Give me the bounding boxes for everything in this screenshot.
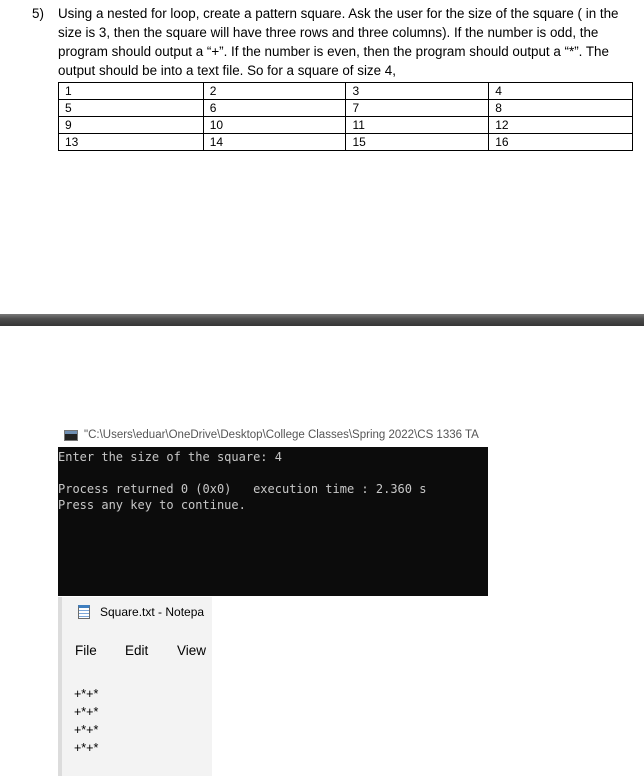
menu-view[interactable]: View (177, 643, 207, 658)
section-divider (0, 314, 644, 326)
number-grid-table (58, 82, 633, 151)
notepad-title: Square.txt - Notepa (100, 605, 205, 619)
table-cell: 9 (59, 117, 204, 134)
table-cell: 2 (203, 83, 346, 100)
table-row (59, 100, 633, 117)
table-cell: 16 (489, 134, 633, 151)
text-line: +*+* (74, 723, 99, 737)
table-cell: 10 (203, 117, 346, 134)
menu-file[interactable]: File (75, 643, 97, 658)
table-cell: 8 (489, 100, 633, 117)
table-row (59, 117, 633, 134)
table-cell: 11 (346, 117, 489, 134)
console-title-bar[interactable] (64, 427, 479, 443)
table-row (59, 83, 633, 100)
table-cell: 5 (59, 100, 204, 117)
problem-line: program should output a “+”. If the number is even, then the program should output a “*”. The (58, 44, 609, 59)
console-title: "C:\Users\eduar\OneDrive\Desktop\College Classes\Spring 2022\CS 1336 TA (84, 429, 479, 441)
table-cell: 12 (489, 117, 633, 134)
problem-line: size is 3, then the square will have three rows and three columns). If the number is odd, the (58, 25, 599, 40)
problem-text (58, 4, 630, 80)
problem-line: output should be into a text file. So for a square of size 4, (58, 63, 396, 78)
console-window[interactable] (58, 447, 488, 596)
console-line: Enter the size of the square: 4 (58, 450, 282, 464)
problem-number: 5) (32, 6, 44, 21)
console-line: Process returned 0 (0x0) execution time : 2.360 s (58, 482, 427, 496)
table-row (59, 134, 633, 151)
table-cell: 6 (203, 100, 346, 117)
table-cell: 3 (346, 83, 489, 100)
notepad-window (58, 597, 212, 776)
table-cell: 4 (489, 83, 633, 100)
menu-edit[interactable]: Edit (125, 643, 149, 658)
console-line: Press any key to continue. (58, 498, 246, 512)
table-cell: 14 (203, 134, 346, 151)
notepad-title-bar[interactable] (78, 603, 204, 621)
console-app-icon (64, 430, 78, 441)
notepad-text-area[interactable] (74, 685, 98, 757)
notepad-border (58, 597, 62, 776)
table-cell: 13 (59, 134, 204, 151)
notepad-icon (78, 605, 90, 619)
table-cell: 7 (346, 100, 489, 117)
problem-line: Using a nested for loop, create a pattern square. Ask the user for the size of the square ( in the (58, 6, 619, 21)
problem-statement (34, 4, 630, 80)
text-line: +*+* (74, 705, 99, 719)
text-line: +*+* (74, 687, 99, 701)
table-cell: 15 (346, 134, 489, 151)
text-line: +*+* (74, 741, 99, 755)
table-cell: 1 (59, 83, 204, 100)
